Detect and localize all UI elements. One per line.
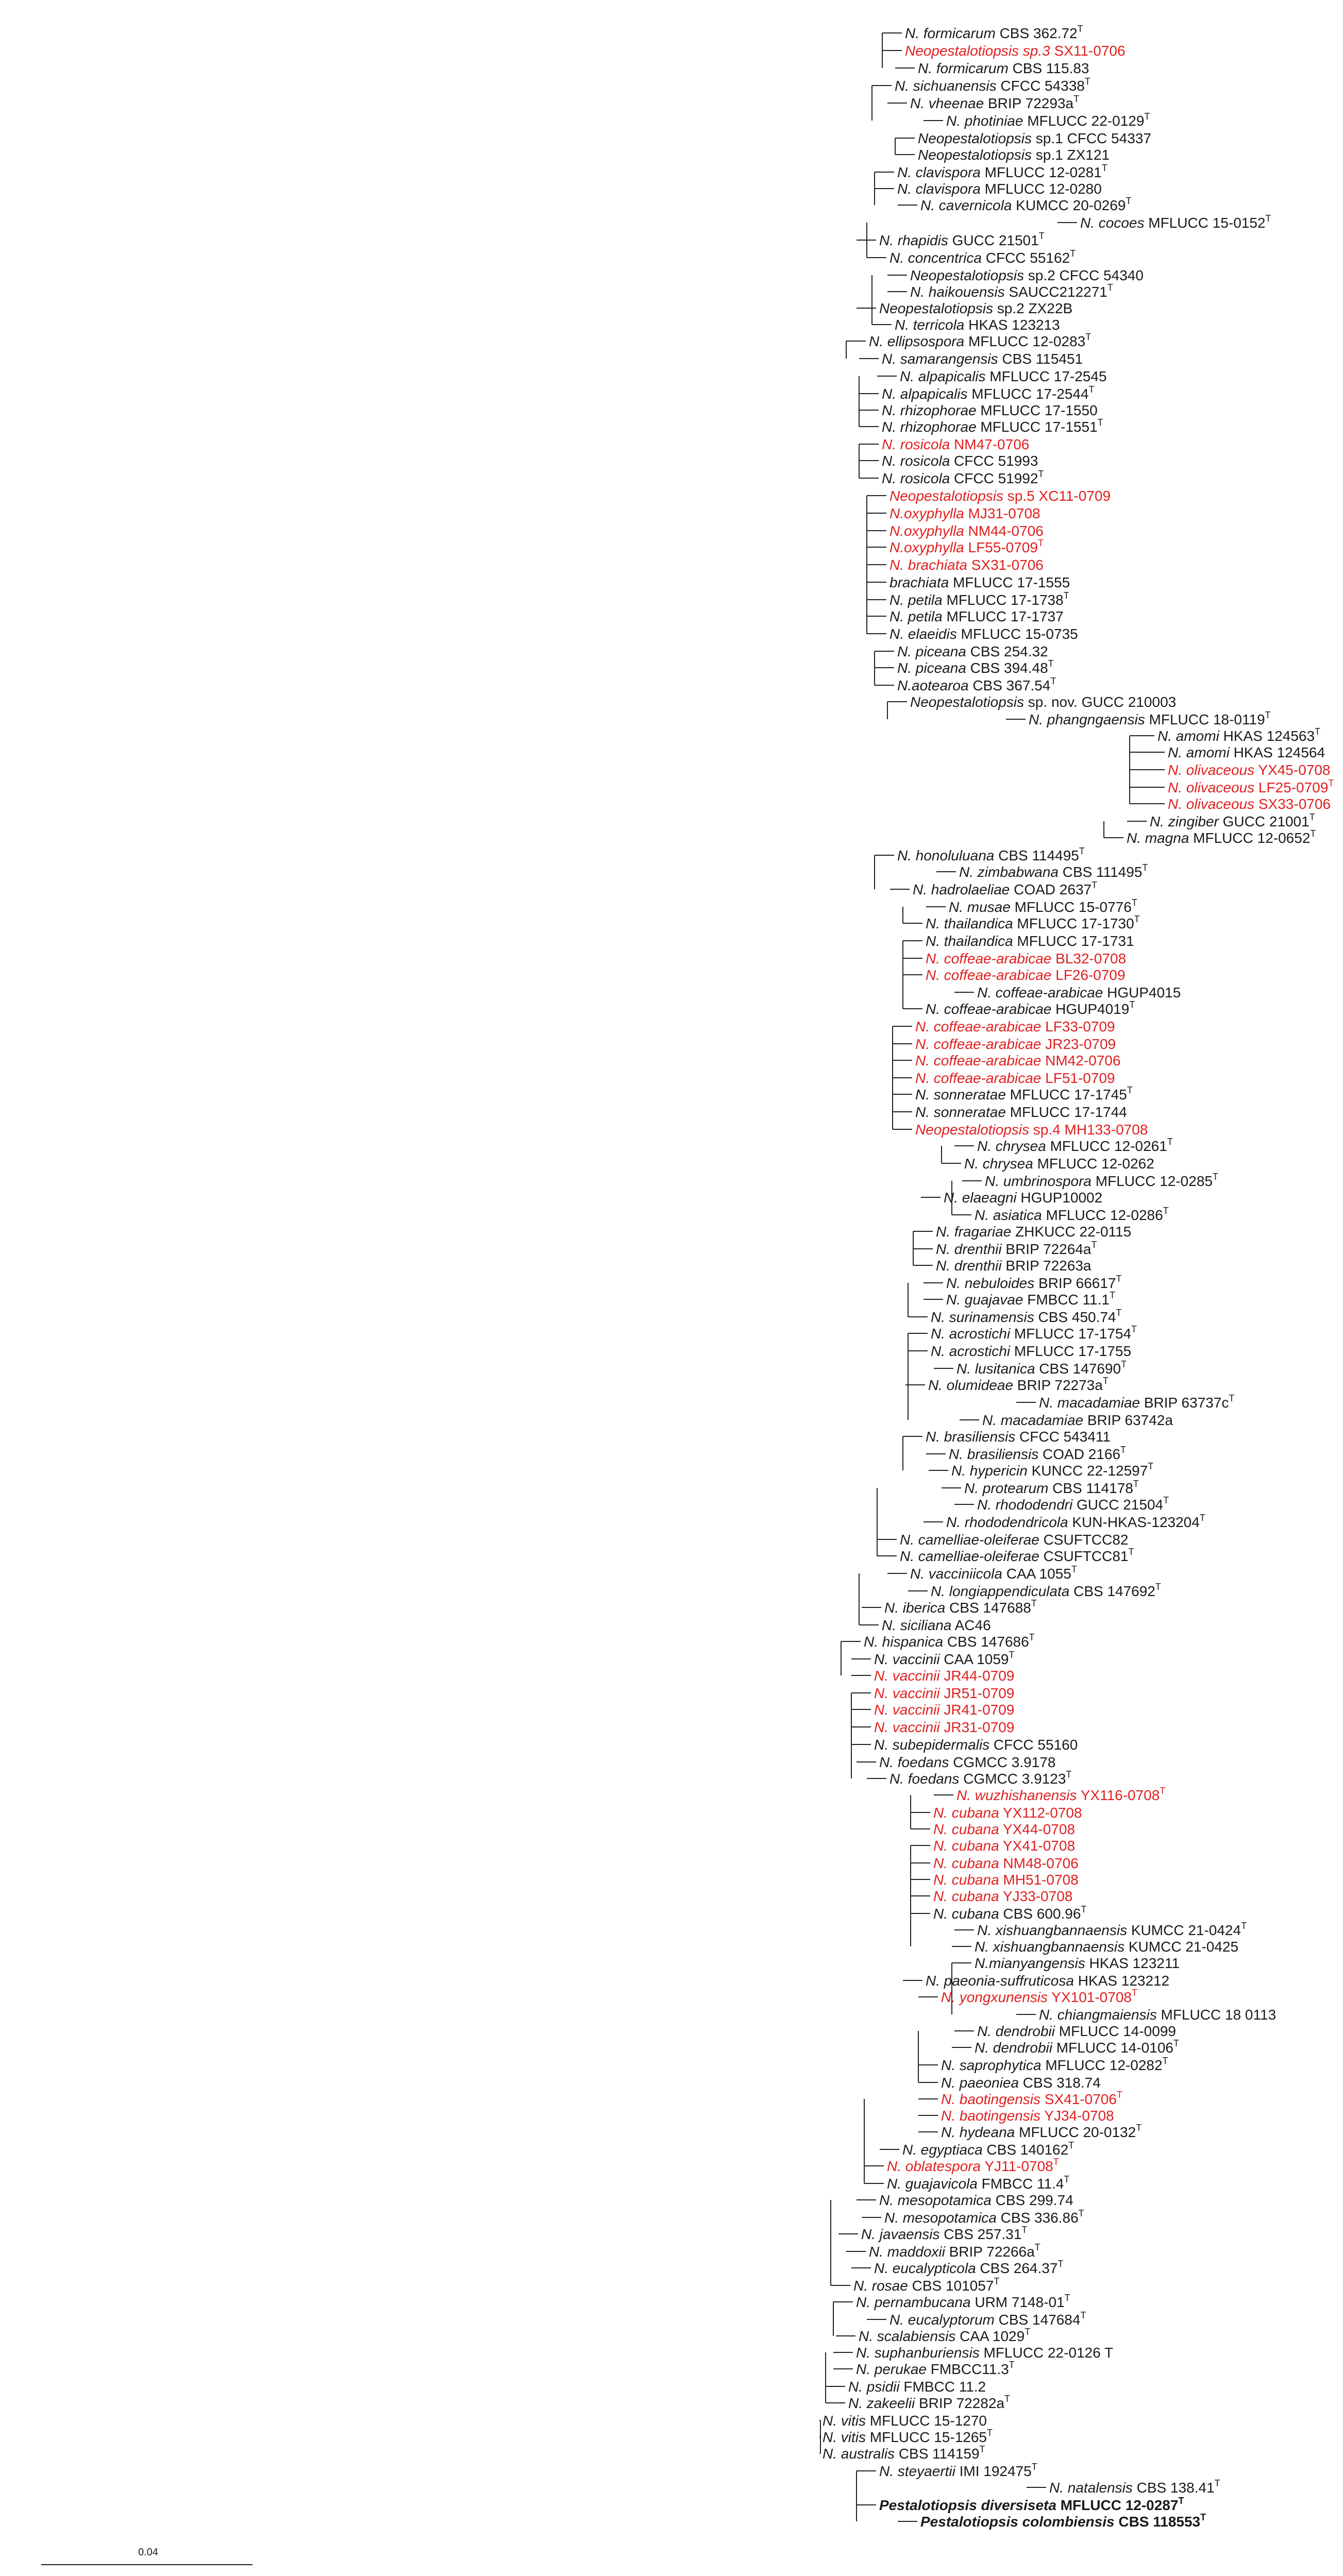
taxon-label: N. acrostichi MFLUCC 17-1755 <box>931 1343 1132 1359</box>
taxon-label: Neopestalotiopsis sp.4 MH133-0708 <box>915 1122 1148 1138</box>
taxon-label: Neopestalotiopsis sp. nov. GUCC 210003 <box>910 694 1177 710</box>
taxon-label: N. saprophytica MFLUCC $12-0282^T$ <box>941 2056 1168 2073</box>
taxon-label: N. piceana CBS 254.32 <box>897 643 1048 659</box>
taxon-label: N. rhododendricola KUN-$HKAS-123204^T$ <box>946 1513 1205 1530</box>
taxon-label: N. amomi HKAS $124563^T$ <box>1157 726 1321 744</box>
taxon-label: N. photiniae MFLUCC $22-0129^T$ <box>946 111 1150 129</box>
taxon-label: N. rhododendri GUCC $21504^T$ <box>977 1495 1169 1513</box>
taxon-label: Neopestalotiopsis sp.2 ZX22B <box>879 300 1073 316</box>
taxon-label: Neopestalotiopsis sp.2 CFCC 54340 <box>910 267 1144 283</box>
taxon-label: N. rosicola NM47-0706 <box>882 436 1030 452</box>
taxon-label: Neopestalotiopsis sp.1 CFCC 54337 <box>918 130 1151 146</box>
taxon-label: N. terricola HKAS 123213 <box>895 317 1060 333</box>
taxon-label: N. hadrolaeliae COAD $2637^T$ <box>913 880 1098 897</box>
taxon-label: N. yongxunensis $YX101-0708^T$ <box>941 1988 1137 2005</box>
taxon-label: N. eucalypticola CBS $264.37^T$ <box>874 2259 1064 2276</box>
taxon-labels <box>822 24 1334 2530</box>
taxon-label: brachiata MFLUCC 17-1555 <box>889 574 1070 590</box>
taxon-label: N. formicarum CBS 115.83 <box>918 60 1089 76</box>
taxon-label: N. cubana MH51-0708 <box>933 1872 1079 1888</box>
taxon-label: N. coffeae-arabicae HGUP4015 <box>977 985 1181 1001</box>
taxon-label: N. brasiliensis CFCC 543411 <box>926 1429 1111 1445</box>
taxon-label: N. cavernicola KUMCC $20-0269^T$ <box>920 196 1132 213</box>
taxon-label: N. coffeae-arabicae JR23-0709 <box>915 1036 1116 1052</box>
taxon-label: N. suphanburiensis MFLUCC 22-0126 T <box>856 2345 1114 2361</box>
taxon-label: N. cubana YJ33-0708 <box>933 1888 1073 1904</box>
taxon-label: N. sonneratae MFLUCC $17-1745^T$ <box>915 1085 1133 1103</box>
taxon-label: N. lusitanica CBS $147690^T$ <box>956 1359 1127 1377</box>
taxon-label: N. fragariae ZHKUCC 22-0115 <box>936 1224 1132 1240</box>
taxon-label: N.oxyphylla MJ31-0708 <box>889 505 1040 521</box>
taxon-label: N. hispanica CBS $147686^T$ <box>864 1632 1035 1650</box>
taxon-label: N. macadamiae BRIP 63742a <box>982 1412 1173 1428</box>
taxon-label: N. petila MFLUCC 17-1737 <box>889 608 1064 624</box>
taxon-label: N. amomi HKAS 124564 <box>1168 744 1325 760</box>
taxon-label: N. vacciniicola CAA $1055^T$ <box>910 1564 1077 1582</box>
taxon-label: N. piceana CBS $394.48^T$ <box>897 658 1054 676</box>
taxon-label: N. olumideae BRIP $72273a^T$ <box>928 1376 1109 1393</box>
taxon-label: N. olivaceous YX45-0708 <box>1168 762 1331 778</box>
taxon-label: N. coffeae-arabicae LF33-0709 <box>915 1019 1115 1035</box>
taxon-label: N. olivaceous $LF25-0709^T$ <box>1168 778 1334 795</box>
taxon-label: N. coffeae-arabicae $HGUP4019^T$ <box>926 999 1135 1017</box>
taxon-label: N. ellipsospora MFLUCC $12-0283^T$ <box>869 332 1092 349</box>
taxon-label: N. asiatica MFLUCC $12-0286^T$ <box>975 1206 1169 1223</box>
taxon-label: N. protearum CBS $114178^T$ <box>964 1479 1139 1496</box>
taxon-label: N. acrostichi MFLUCC $17-1754^T$ <box>931 1324 1137 1342</box>
taxon-label: N. clavispora MFLUCC $12-0281^T$ <box>897 163 1107 180</box>
taxon-label: N. alpapicalis MFLUCC $17-2544^T$ <box>882 384 1095 402</box>
taxon-label: N. wuzhishanensis $YX116-0708^T$ <box>956 1786 1166 1803</box>
taxon-label: N. hydeana MFLUCC $20-0132^T$ <box>941 2123 1142 2140</box>
taxon-label: N. vaccinii JR44-0709 <box>874 1668 1015 1684</box>
taxon-label: N. chrysea MFLUCC $12-0261^T$ <box>977 1137 1173 1154</box>
taxon-label: N.oxyphylla $LF55-0709^T$ <box>889 538 1044 555</box>
taxon-label: N. rhizophorae MFLUCC $17-1551^T$ <box>882 417 1103 435</box>
taxon-label: N. zimbabwana CBS $111495^T$ <box>959 862 1148 880</box>
taxon-label: N. cubana NM48-0706 <box>933 1855 1079 1871</box>
taxon-label: N. sonneratae MFLUCC 17-1744 <box>915 1104 1127 1120</box>
taxon-label: N. rosae CBS $101057^T$ <box>853 2276 1000 2294</box>
taxon-label: N. oblatespora $YJ11-0708^T$ <box>887 2157 1059 2174</box>
taxon-label: N. cubana YX41-0708 <box>933 1838 1076 1854</box>
taxon-label: Neopestalotiopsis sp.3 SX11-0706 <box>905 43 1126 59</box>
taxon-label: N. dendrobii MFLUCC $14-0106^T$ <box>975 2038 1179 2056</box>
taxon-label: N. nebuloides BRIP $66617^T$ <box>946 1274 1122 1291</box>
taxon-label: N. vaccinii JR51-0709 <box>874 1685 1015 1701</box>
taxon-label: N.mianyangensis HKAS 123211 <box>975 1955 1180 1971</box>
taxon-label: N. natalensis CBS $138.41^T$ <box>1049 2478 1220 2496</box>
taxon-label: N. baotingensis YJ34-0708 <box>941 2108 1114 2124</box>
taxon-label: N. psidii FMBCC 11.2 <box>848 2379 986 2395</box>
taxon-label: N. brachiata SX31-0706 <box>889 557 1044 573</box>
taxon-label: N. mesopotamica CBS $336.86^T$ <box>884 2208 1084 2226</box>
taxon-label: N. siciliana AC46 <box>882 1617 991 1633</box>
taxon-label: N. maddoxii BRIP $72266a^T$ <box>869 2242 1040 2260</box>
taxon-label: N. longiappendiculata CBS $147692^T$ <box>931 1582 1161 1599</box>
scale-bar-label: 0.04 <box>138 2547 158 2558</box>
taxon-label: N. chiangmaiensis MFLUCC 18 0113 <box>1039 2007 1277 2023</box>
taxon-label: N. coffeae-arabicae LF51-0709 <box>915 1070 1115 1086</box>
taxon-label: N. subepidermalis CFCC 55160 <box>874 1737 1078 1753</box>
taxon-label: Neopestalotiopsis sp.1 ZX121 <box>918 147 1110 163</box>
taxon-label: N. formicarum CBS $362.72^T$ <box>905 24 1083 41</box>
taxon-label: N. cocoes MFLUCC $15-0152^T$ <box>1080 213 1271 231</box>
taxon-label: N. steyaertii IMI $192475^T$ <box>879 2462 1037 2479</box>
taxon-label: N. thailandica MFLUCC 17-1731 <box>926 933 1134 949</box>
taxon-label: N. clavispora MFLUCC 12-0280 <box>897 181 1102 197</box>
taxon-label: N. paeoniea CBS 318.74 <box>941 2075 1101 2091</box>
taxon-label: N. vaccinii JR31-0709 <box>874 1719 1015 1735</box>
taxon-label: N. baotingensis $SX41-0706^T$ <box>941 2090 1122 2107</box>
taxon-label: N. xishuangbannaensis KUMCC 21-0425 <box>975 1939 1239 1955</box>
taxon-label: N. vitis MFLUCC 15-1270 <box>822 2413 987 2429</box>
taxon-label: N.aotearoa CBS $367.54^T$ <box>897 676 1056 693</box>
taxon-label: N. chrysea MFLUCC 12-0262 <box>964 1156 1154 1172</box>
scale-bar <box>41 2547 253 2565</box>
taxon-label: N. vaccinii JR41-0709 <box>874 1702 1015 1718</box>
taxon-label: N. foedans CGMCC $3.9123^T$ <box>889 1769 1072 1787</box>
taxon-label: N. alpapicalis MFLUCC 17-2545 <box>900 368 1107 384</box>
taxon-label: N.oxyphylla NM44-0706 <box>889 523 1044 539</box>
taxon-label: N. guajavicola FMBCC $11.4^T$ <box>887 2174 1070 2192</box>
taxon-label: N. rhizophorae MFLUCC 17-1550 <box>882 402 1098 418</box>
taxon-label: N. australis CBS $114159^T$ <box>822 2444 985 2462</box>
taxon-label: N. cubana YX44-0708 <box>933 1821 1076 1837</box>
taxon-label: N. hypericin KUNCC $22-12597^T$ <box>951 1461 1154 1479</box>
taxon-label: N. cubana CBS $600.96^T$ <box>933 1904 1087 1922</box>
taxon-label: N. xishuangbannaensis KUMCC $21-0424^T$ <box>977 1921 1247 1938</box>
taxon-label: N. dendrobii MFLUCC 14-0099 <box>977 2023 1176 2039</box>
taxon-label: Neopestalotiopsis sp.5 XC11-0709 <box>889 488 1111 504</box>
taxon-label: N. honoluluana CBS $114495^T$ <box>897 846 1085 863</box>
taxon-label: N. vheenae BRIP $72293a^T$ <box>910 94 1080 111</box>
taxon-label: N. rhapidis GUCC $21501^T$ <box>879 231 1045 248</box>
taxon-label: N. umbrinospora MFLUCC $12-0285^T$ <box>985 1172 1218 1189</box>
taxon-label: N. rosicola CFCC 51993 <box>882 453 1038 469</box>
taxon-label: N. coffeae-arabicae BL32-0708 <box>926 951 1127 967</box>
taxon-label: N. concentrica CFCC $55162^T$ <box>889 248 1076 266</box>
taxon-label: N. drenthii BRIP $72264a^T$ <box>936 1240 1097 1257</box>
taxon-label: N. musae MFLUCC $15-0776^T$ <box>949 897 1137 915</box>
taxon-label: N. eucalyptorum CBS $147684^T$ <box>889 2310 1086 2328</box>
taxon-label: N. samarangensis CBS 115451 <box>882 351 1083 367</box>
taxon-label: N. petila MFLUCC $17-1738^T$ <box>889 590 1069 608</box>
taxon-label: N. coffeae-arabicae LF26-0709 <box>926 967 1126 983</box>
taxon-label: N. elaeagni HGUP10002 <box>944 1190 1103 1206</box>
taxon-label: N. egyptiaca CBS $140162^T$ <box>902 2140 1075 2158</box>
taxon-label: N. cubana YX112-0708 <box>933 1805 1082 1821</box>
taxon-label: N. zakeelii BRIP $72282a^T$ <box>848 2394 1011 2411</box>
taxon-label: N. vaccinii CAA $1059^T$ <box>874 1650 1015 1667</box>
taxon-label: N. surinamensis CBS $450.74^T$ <box>931 1308 1122 1325</box>
taxon-label: N. paeonia-suffruticosa HKAS 123212 <box>926 1973 1170 1989</box>
taxon-label: N. mesopotamica CBS 299.74 <box>879 2192 1073 2208</box>
taxon-label: N. elaeidis MFLUCC 15-0735 <box>889 626 1078 642</box>
taxon-label: N. vitis MFLUCC $15-1265^T$ <box>822 2428 993 2445</box>
taxon-label: N. drenthii BRIP 72263a <box>936 1258 1092 1274</box>
taxon-label: N. magna MFLUCC $12-0652^T$ <box>1127 828 1316 846</box>
taxon-label: N. foedans CGMCC 3.9178 <box>879 1754 1056 1770</box>
taxon-label: N. perukae $FMBCC11.3^T$ <box>856 2360 1015 2377</box>
taxon-label: N. macadamiae BRIP $63737c^T$ <box>1039 1393 1235 1411</box>
taxon-label: N. iberica CBS $147688^T$ <box>884 1598 1037 1616</box>
taxon-label: N. pernambucana URM $7148-01^T$ <box>856 2293 1070 2310</box>
taxon-label: N. zingiber GUCC $21001^T$ <box>1150 812 1315 829</box>
taxon-label: N. javaensis CBS $257.31^T$ <box>861 2225 1028 2242</box>
taxon-label: N. guajavae FMBCC $11.1^T$ <box>946 1290 1115 1308</box>
taxon-label: N. olivaceous SX33-0706 <box>1168 796 1331 812</box>
taxon-label: Pestalotiopsis colombiensis CBS $118553^T$ <box>920 2512 1206 2530</box>
taxon-label: N. phangngaensis MFLUCC $18-0119^T$ <box>1029 710 1271 727</box>
taxon-label: N. camelliae-oleiferae $CSUFTCC81^T$ <box>900 1547 1134 1564</box>
taxon-label: N. rosicola CFCC $51992^T$ <box>882 469 1044 486</box>
taxon-label: N. camelliae-oleiferae CSUFTCC82 <box>900 1532 1129 1548</box>
taxon-label: N. coffeae-arabicae NM42-0706 <box>915 1053 1121 1069</box>
taxon-label: N. sichuanensis CFCC $54338^T$ <box>895 76 1090 94</box>
taxon-label: N. brasiliensis COAD $2166^T$ <box>949 1445 1127 1462</box>
taxon-label: N. thailandica MFLUCC $17-1730^T$ <box>926 914 1140 931</box>
taxon-label: N. haikouensis $SAUCC212271^T$ <box>910 282 1113 300</box>
taxon-label: N. scalabiensis CAA $1029^T$ <box>859 2327 1031 2344</box>
taxon-label: Pestalotiopsis diversiseta MFLUCC $12-0287^T$ <box>879 2496 1184 2513</box>
